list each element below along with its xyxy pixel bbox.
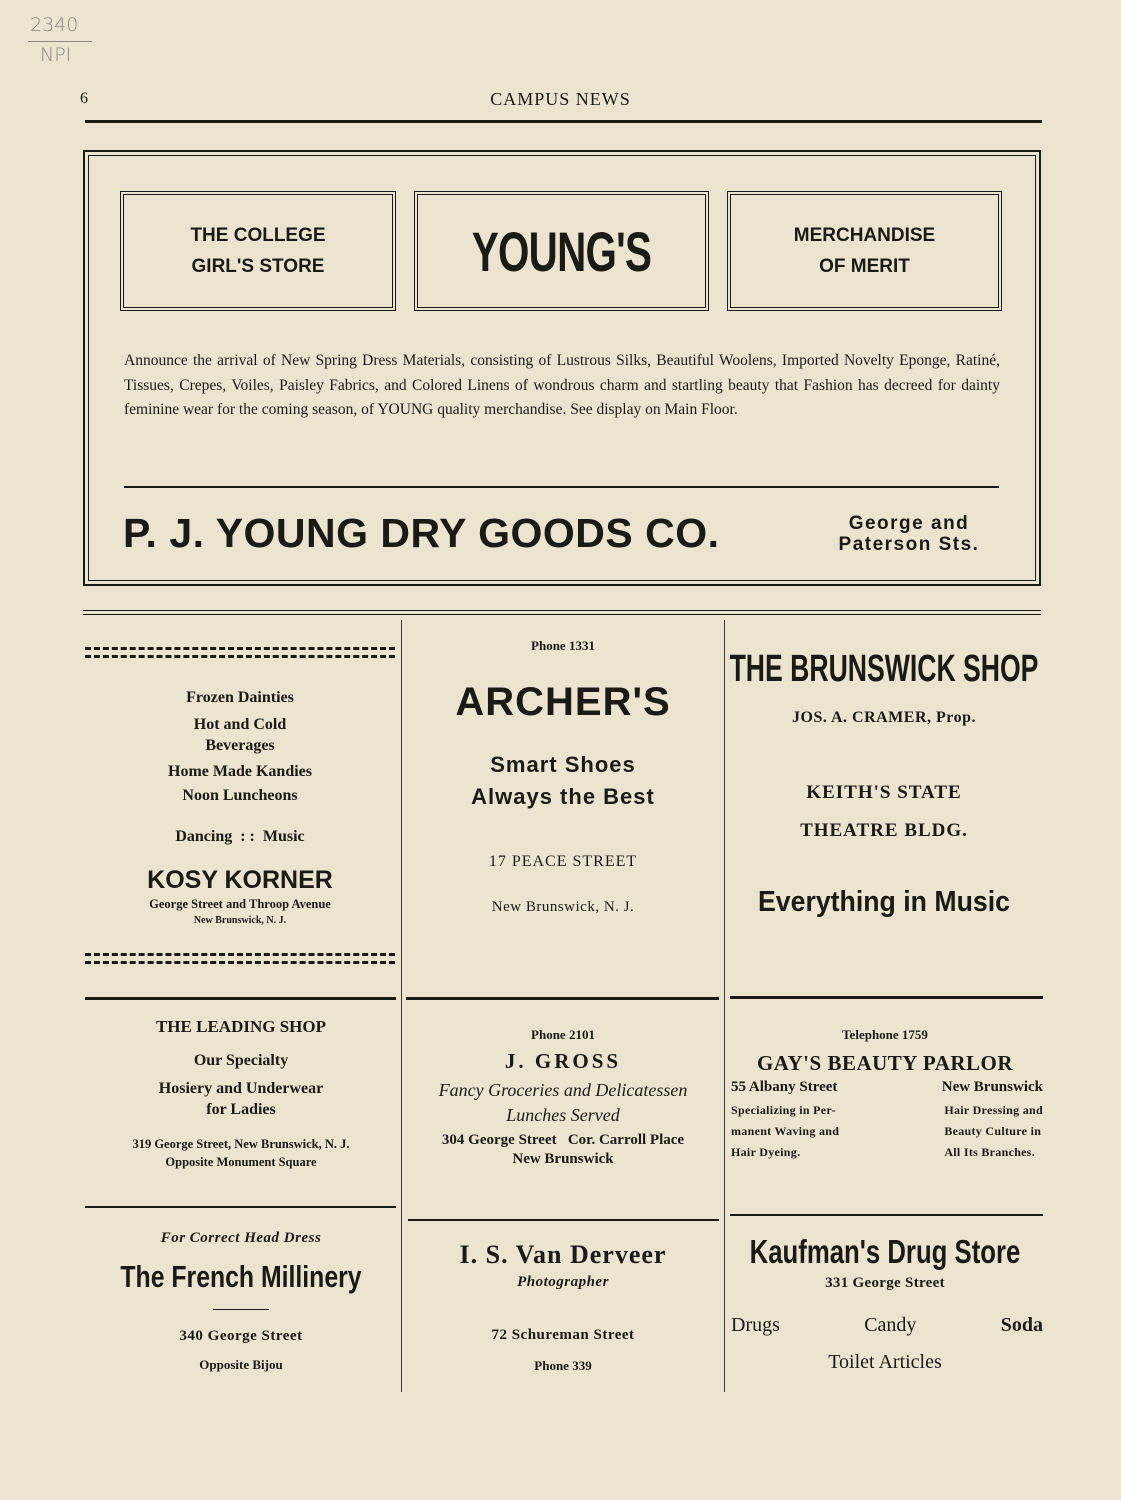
french-tagline: For Correct Head Dress bbox=[160, 1230, 322, 1246]
kaufmans-ad bbox=[725, 1233, 1045, 1374]
kaufman-extra: Toilet Articles bbox=[828, 1351, 942, 1373]
french-landmark: Opposite Bijou bbox=[199, 1357, 283, 1372]
section-rule bbox=[83, 610, 1041, 611]
kosy-city: New Brunswick, N. J. bbox=[193, 915, 287, 926]
leading-item: Hosiery and Underwear bbox=[158, 1080, 324, 1097]
header-rule bbox=[85, 120, 1042, 123]
address-line: George and bbox=[848, 513, 970, 534]
archers-address: 17 PEACE STREET bbox=[488, 853, 638, 870]
menu-line: Beverages bbox=[205, 737, 275, 754]
van-derveer-title: Photographer bbox=[517, 1274, 609, 1290]
decorative-border bbox=[85, 655, 395, 658]
van-derveer-address: 72 Schureman Street bbox=[491, 1327, 635, 1343]
brunswick-location: KEITH'S STATE bbox=[806, 782, 962, 803]
youngs-rule bbox=[124, 486, 999, 488]
leading-specialty: Our Specialty bbox=[193, 1052, 289, 1069]
handwritten-note-bottom: NPI bbox=[40, 44, 72, 66]
archers-city: New Brunswick, N. J. bbox=[491, 899, 635, 915]
decorative-border bbox=[85, 961, 395, 964]
row-rule bbox=[730, 996, 1043, 999]
leading-address: 319 George Street, New Brunswick, N. J. bbox=[132, 1137, 350, 1151]
gays-name: GAY'S BEAUTY PARLOR bbox=[756, 1051, 1014, 1075]
box-line: GIRL'S STORE bbox=[191, 256, 325, 277]
youngs-body: Announce the arrival of New Spring Dress Materials, consisting of Lustrous Silks, Beautiful Woolens, Imported Novelty Eponge, Ratiné, Tissues, Crepes, Voiles, Paisley Fabrics, and Colored Linens of wondrous charm and startling beauty that Fashion has decreed for dainty feminine wear for the coming season, of YOUNG quality merchandise. See display on Main Floor. bbox=[124, 352, 1000, 418]
french-address: 340 George Street bbox=[179, 1328, 303, 1344]
gays-city: New Brunswick bbox=[941, 1079, 1043, 1095]
youngs-logo: YOUNG'S bbox=[471, 219, 652, 283]
merchandise-of-merit-box bbox=[730, 194, 999, 308]
box-line: THE COLLEGE bbox=[190, 225, 326, 246]
section-rule bbox=[83, 614, 1041, 615]
leading-landmark: Opposite Monument Square bbox=[165, 1155, 317, 1169]
kaufman-name: Kaufman's Drug Store bbox=[749, 1233, 1021, 1270]
leading-name: THE LEADING SHOP bbox=[155, 1017, 327, 1036]
leading-item: for Ladies bbox=[206, 1101, 276, 1118]
gays-beauty-parlor-ad bbox=[725, 1027, 1045, 1163]
college-girls-store-box bbox=[123, 194, 393, 308]
brunswick-name: THE BRUNSWICK SHOP bbox=[729, 648, 1039, 690]
menu-line: Hot and Cold bbox=[193, 716, 287, 733]
menu-line: Home Made Kandies bbox=[168, 763, 312, 780]
gays-text: Beauty Culture in bbox=[944, 1124, 1042, 1138]
row-rule bbox=[85, 997, 396, 1000]
kosy-korner-name: KOSY KORNER bbox=[147, 866, 333, 894]
van-derveer-ad bbox=[402, 1240, 724, 1374]
dancing-line: Dancing : : Music bbox=[175, 828, 305, 845]
gays-phone: Telephone 1759 bbox=[842, 1027, 928, 1042]
decorative-border bbox=[85, 953, 395, 956]
kaufman-item: Candy bbox=[864, 1314, 917, 1336]
gays-text: All Its Branches. bbox=[944, 1145, 1036, 1159]
box-line: MERCHANDISE bbox=[793, 225, 936, 246]
gays-text: Specializing in Per- bbox=[731, 1103, 836, 1117]
menu-line: Noon Luncheons bbox=[182, 787, 298, 804]
van-derveer-phone: Phone 339 bbox=[534, 1358, 592, 1373]
brunswick-location: THEATRE BLDG. bbox=[800, 820, 968, 841]
note-divider bbox=[28, 41, 92, 42]
row-rule bbox=[85, 1206, 396, 1208]
gross-phone: Phone 2101 bbox=[531, 1027, 595, 1042]
page-number: 6 bbox=[80, 90, 88, 107]
decorative-border bbox=[85, 647, 395, 650]
youngs-address bbox=[815, 513, 1003, 555]
address-line: Paterson Sts. bbox=[838, 534, 980, 555]
gays-street: 55 Albany Street bbox=[731, 1079, 838, 1095]
gross-line: Fancy Groceries and Delicatessen bbox=[438, 1080, 688, 1100]
gross-city: New Brunswick bbox=[512, 1151, 614, 1167]
archers-name: ARCHER'S bbox=[455, 680, 671, 724]
box-line: OF MERIT bbox=[819, 256, 910, 277]
gays-text: manent Waving and bbox=[731, 1124, 840, 1138]
gross-name: J. GROSS bbox=[504, 1049, 622, 1073]
gross-ad bbox=[402, 1027, 724, 1169]
kaufman-item: Drugs bbox=[731, 1314, 780, 1336]
row-rule bbox=[408, 1219, 719, 1221]
gays-text: Hair Dressing and bbox=[944, 1103, 1043, 1117]
van-derveer-name: I. S. Van Derveer bbox=[459, 1240, 667, 1269]
youngs-logo-box bbox=[417, 194, 706, 308]
kosy-address: George Street and Throop Avenue bbox=[149, 897, 331, 911]
brunswick-shop-ad bbox=[725, 648, 1043, 919]
french-divider bbox=[213, 1309, 269, 1310]
leading-shop-ad bbox=[80, 1017, 402, 1172]
archers-ad bbox=[402, 638, 724, 916]
french-millinery-ad bbox=[80, 1230, 402, 1373]
handwritten-note-top: 2340 bbox=[30, 14, 79, 36]
gross-address: 304 George Street Cor. Carroll Place bbox=[441, 1132, 685, 1148]
youngs-company: P. J. YOUNG DRY GOODS CO. bbox=[123, 510, 720, 556]
brunswick-slogan: Everything in Music bbox=[757, 886, 1011, 918]
menu-line: Frozen Dainties bbox=[186, 689, 294, 706]
archers-phone: Phone 1331 bbox=[531, 638, 595, 653]
archers-tagline: Smart Shoes bbox=[490, 752, 636, 777]
archers-tagline: Always the Best bbox=[471, 784, 655, 809]
kaufman-item: Soda bbox=[1000, 1314, 1043, 1336]
brunswick-prop: JOS. A. CRAMER, Prop. bbox=[792, 709, 976, 726]
page-title: CAMPUS NEWS bbox=[490, 89, 631, 109]
kaufman-address: 331 George Street bbox=[825, 1275, 945, 1291]
kosy-korner-ad bbox=[85, 686, 395, 929]
gross-line: Lunches Served bbox=[506, 1105, 620, 1125]
row-rule bbox=[730, 1214, 1043, 1216]
row-rule bbox=[406, 997, 719, 1000]
gays-text: Hair Dyeing. bbox=[731, 1145, 801, 1159]
french-name: The French Millinery bbox=[120, 1259, 362, 1294]
